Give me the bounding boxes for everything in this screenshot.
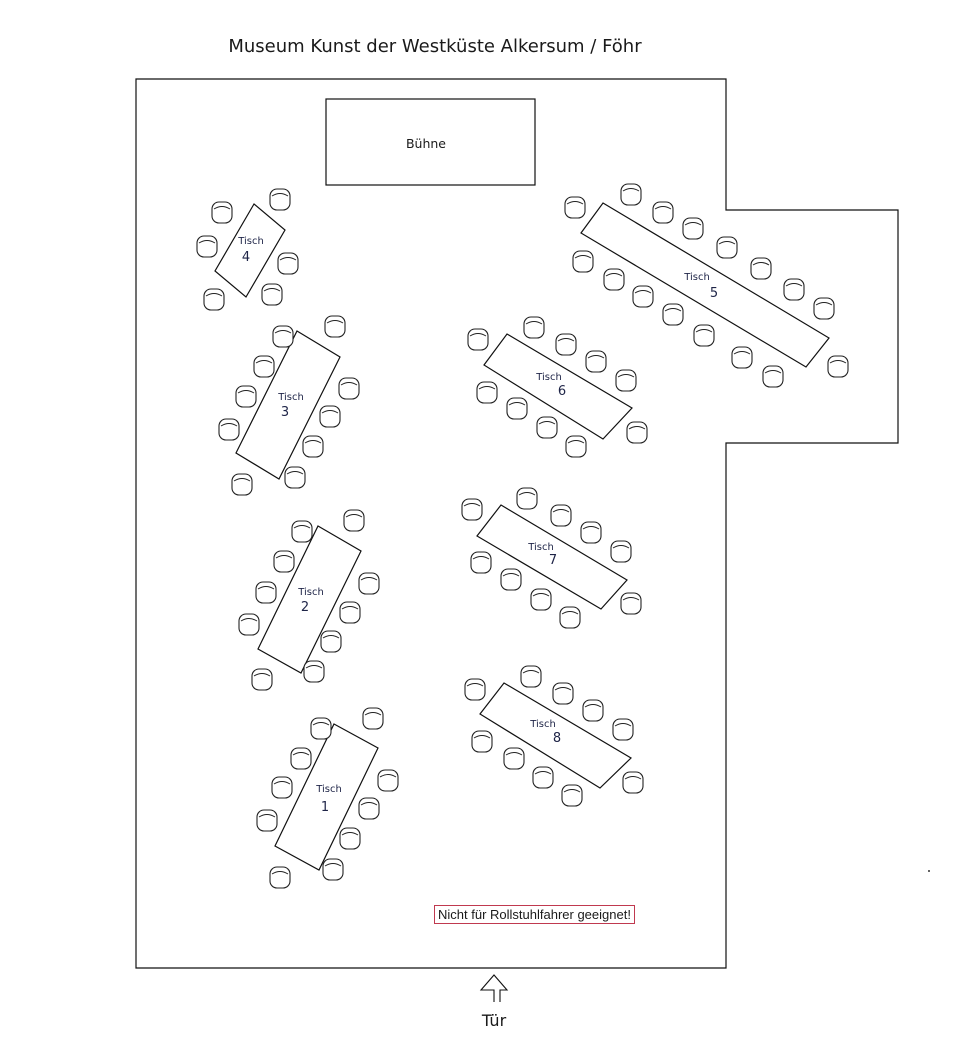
chair xyxy=(239,614,259,635)
chair-seat xyxy=(814,298,834,319)
chair-seat xyxy=(270,867,290,888)
chair xyxy=(553,683,573,704)
chair-seat xyxy=(524,317,544,338)
chair-seat xyxy=(621,593,641,614)
stray-dot xyxy=(928,870,930,872)
table-number: 2 xyxy=(300,600,310,615)
door xyxy=(481,975,507,1030)
chair-seat xyxy=(566,436,586,457)
chair-seat xyxy=(653,202,673,223)
chair xyxy=(531,589,551,610)
chair-seat xyxy=(232,474,252,495)
chair-seat xyxy=(573,251,593,272)
chair-seat xyxy=(236,386,256,407)
chair-seat xyxy=(272,777,292,798)
chair-seat xyxy=(583,700,603,721)
chair xyxy=(717,237,737,258)
chair xyxy=(340,828,360,849)
chair xyxy=(621,184,641,205)
table-word-label: Tisch xyxy=(298,587,324,598)
chair-seat xyxy=(551,505,571,526)
chair xyxy=(507,398,527,419)
chair-seat xyxy=(501,569,521,590)
chair-seat xyxy=(359,798,379,819)
chair-seat xyxy=(304,661,324,682)
chair xyxy=(321,631,341,652)
chair xyxy=(613,719,633,740)
chair-seat xyxy=(621,184,641,205)
chair-seat xyxy=(262,284,282,305)
chair-seat xyxy=(683,218,703,239)
chair-seat xyxy=(339,378,359,399)
chair xyxy=(581,522,601,543)
chair xyxy=(270,867,290,888)
chair-seat xyxy=(340,828,360,849)
chair-seat xyxy=(239,614,259,635)
chair-seat xyxy=(565,197,585,218)
table-number: 6 xyxy=(557,384,567,399)
chair-seat xyxy=(611,541,631,562)
chair-seat xyxy=(560,607,580,628)
chair xyxy=(273,326,293,347)
chair-seat xyxy=(252,669,272,690)
chair-seat xyxy=(323,859,343,880)
chair-seat xyxy=(627,422,647,443)
chair xyxy=(270,189,290,210)
stage-label: Bühne xyxy=(405,136,447,151)
chair xyxy=(784,279,804,300)
chair-seat xyxy=(303,436,323,457)
chair xyxy=(633,286,653,307)
chair xyxy=(583,700,603,721)
chair-seat xyxy=(717,237,737,258)
chair xyxy=(212,202,232,223)
chair-seat xyxy=(562,785,582,806)
chair xyxy=(303,436,323,457)
chair-seat xyxy=(325,316,345,337)
chair xyxy=(627,422,647,443)
chair-seat xyxy=(270,189,290,210)
chair xyxy=(256,582,276,603)
chair-seat xyxy=(273,326,293,347)
table-word-label: Tisch xyxy=(238,236,264,247)
chair xyxy=(517,488,537,509)
chair xyxy=(556,334,576,355)
plan-title: Museum Kunst der Westküste Alkersum / Föhr xyxy=(228,36,642,57)
chair xyxy=(462,499,482,520)
chair xyxy=(344,510,364,531)
chair xyxy=(694,325,714,346)
chair xyxy=(304,661,324,682)
chair xyxy=(232,474,252,495)
table-word-label: Tisch xyxy=(316,784,342,795)
chair-seat xyxy=(633,286,653,307)
tables xyxy=(197,184,848,888)
chair xyxy=(465,679,485,700)
chair-seat xyxy=(553,683,573,704)
chair xyxy=(551,505,571,526)
chair-seat xyxy=(311,718,331,739)
chair xyxy=(814,298,834,319)
chair-seat xyxy=(533,767,553,788)
chair-seat xyxy=(586,351,606,372)
chair xyxy=(562,785,582,806)
chair-seat xyxy=(531,589,551,610)
chair-seat xyxy=(517,488,537,509)
table-word-label: Tisch xyxy=(684,272,710,283)
table-number: 8 xyxy=(552,731,562,746)
chair xyxy=(340,602,360,623)
chair xyxy=(285,467,305,488)
chair xyxy=(359,798,379,819)
chair xyxy=(663,304,683,325)
chair xyxy=(278,253,298,274)
chair-seat xyxy=(212,202,232,223)
chair-seat xyxy=(784,279,804,300)
chair-seat xyxy=(274,551,294,572)
chair xyxy=(751,258,771,279)
chair xyxy=(262,284,282,305)
table-top xyxy=(275,724,378,870)
chair-seat xyxy=(219,419,239,440)
table-number: 7 xyxy=(548,553,558,568)
chair xyxy=(311,718,331,739)
chair xyxy=(359,573,379,594)
chair-seat xyxy=(340,602,360,623)
chair-seat xyxy=(257,810,277,831)
chair-seat xyxy=(468,329,488,350)
chair xyxy=(472,731,492,752)
chair xyxy=(504,748,524,769)
chair xyxy=(363,708,383,729)
chair-seat xyxy=(521,666,541,687)
chair xyxy=(272,777,292,798)
chair-seat xyxy=(472,731,492,752)
chair-seat xyxy=(828,356,848,377)
notice-wheelchair: Nicht für Rollstuhlfahrer geeignet! xyxy=(434,905,635,924)
chair xyxy=(197,236,217,257)
chair xyxy=(254,356,274,377)
chair xyxy=(521,666,541,687)
chair xyxy=(616,370,636,391)
table-word-label: Tisch xyxy=(530,719,556,730)
chair-seat xyxy=(751,258,771,279)
chair xyxy=(533,767,553,788)
chair xyxy=(477,382,497,403)
table-number: 5 xyxy=(709,286,719,301)
chair-seat xyxy=(256,582,276,603)
chair-seat xyxy=(471,552,491,573)
chair xyxy=(611,541,631,562)
door-arrow xyxy=(481,975,507,1002)
chair xyxy=(468,329,488,350)
chair-seat xyxy=(363,708,383,729)
chair xyxy=(537,417,557,438)
chair xyxy=(274,551,294,572)
chair-seat xyxy=(204,289,224,310)
chair-seat xyxy=(623,772,643,793)
chair xyxy=(236,386,256,407)
table-7 xyxy=(462,488,641,628)
chair xyxy=(219,419,239,440)
chair xyxy=(524,317,544,338)
chair-seat xyxy=(465,679,485,700)
table-6 xyxy=(468,317,647,457)
table-number: 1 xyxy=(320,800,330,815)
chair xyxy=(471,552,491,573)
table-word-label: Tisch xyxy=(278,392,304,403)
chair-seat xyxy=(537,417,557,438)
table-number: 3 xyxy=(280,405,290,420)
table-1 xyxy=(257,708,398,888)
chair xyxy=(252,669,272,690)
chair xyxy=(573,251,593,272)
chair-seat xyxy=(507,398,527,419)
chair xyxy=(621,593,641,614)
table-2 xyxy=(239,510,379,690)
chair xyxy=(566,436,586,457)
chair-seat xyxy=(292,521,312,542)
chair-seat xyxy=(320,406,340,427)
chair-seat xyxy=(462,499,482,520)
chair-seat xyxy=(694,325,714,346)
chair xyxy=(763,366,783,387)
chair-seat xyxy=(359,573,379,594)
chair xyxy=(320,406,340,427)
chair-seat xyxy=(477,382,497,403)
table-5 xyxy=(565,184,848,387)
table-word-label: Tisch xyxy=(528,542,554,553)
chair-seat xyxy=(291,748,311,769)
table-4 xyxy=(197,189,298,310)
chair xyxy=(683,218,703,239)
chair xyxy=(828,356,848,377)
chair-seat xyxy=(604,269,624,290)
chair-seat xyxy=(663,304,683,325)
chair-seat xyxy=(613,719,633,740)
chair-seat xyxy=(732,347,752,368)
door-label: Tür xyxy=(481,1011,507,1030)
chair-seat xyxy=(344,510,364,531)
chair xyxy=(586,351,606,372)
chair-seat xyxy=(581,522,601,543)
table-number: 4 xyxy=(241,250,251,265)
chair xyxy=(257,810,277,831)
chair xyxy=(378,770,398,791)
chair-seat xyxy=(556,334,576,355)
chair xyxy=(623,772,643,793)
chair xyxy=(732,347,752,368)
chair xyxy=(565,197,585,218)
chair xyxy=(560,607,580,628)
chair xyxy=(204,289,224,310)
chair-seat xyxy=(254,356,274,377)
chair-seat xyxy=(197,236,217,257)
chair xyxy=(323,859,343,880)
chair-seat xyxy=(763,366,783,387)
stage xyxy=(326,99,535,185)
chair xyxy=(604,269,624,290)
table-8 xyxy=(465,666,643,806)
chair xyxy=(653,202,673,223)
table-word-label: Tisch xyxy=(536,372,562,383)
chair-seat xyxy=(378,770,398,791)
chair-seat xyxy=(616,370,636,391)
chair-seat xyxy=(278,253,298,274)
table-3 xyxy=(219,316,359,495)
chair xyxy=(339,378,359,399)
chair xyxy=(291,748,311,769)
chair-seat xyxy=(504,748,524,769)
chair xyxy=(292,521,312,542)
chair-seat xyxy=(285,467,305,488)
chair-seat xyxy=(321,631,341,652)
chair xyxy=(501,569,521,590)
chair xyxy=(325,316,345,337)
